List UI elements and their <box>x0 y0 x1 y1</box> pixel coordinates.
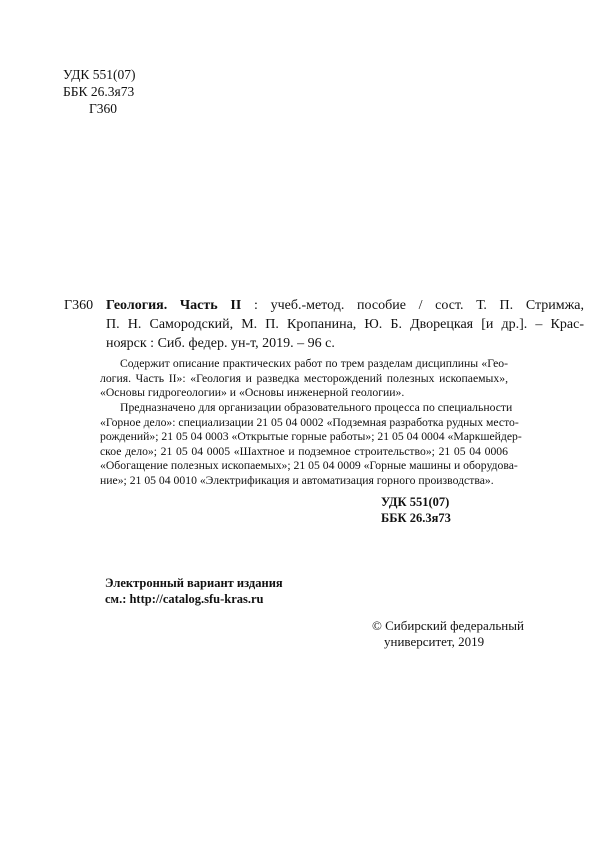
annotation-line: ние»; 21 05 04 0010 «Электрификация и автоматизация горного производства». <box>100 473 494 487</box>
copyright-line-1: © Сибирский федеральный <box>372 618 524 633</box>
annotation-line: ское дело»; 21 05 04 0005 «Шахтное и подземное строительство»; 21 05 04 0006 <box>100 444 508 458</box>
annotation-line: «Обогащение полезных ископаемых»; 21 05 04 0009 «Горные машины и оборудова- <box>100 459 518 473</box>
annotation-line: «Основы гидрогеологии» и «Основы инженерной геологии». <box>100 386 405 400</box>
electronic-version <box>105 575 283 607</box>
classification-block <box>381 494 451 526</box>
catalog-line-3: ноярск : Сиб. федер. ун-т, 2019. – 96 с. <box>106 336 335 351</box>
header-bbk: ББК 26.3я73 <box>63 84 135 99</box>
catalog-line-1-rest: : учеб.-метод. пособие / сост. Т. П. Стримжа, <box>253 298 585 313</box>
annotation-line: рождений»; 21 05 04 0003 «Открытые горные работы»; 21 05 04 0004 «Маркшейдер- <box>100 430 522 444</box>
electronic-version-title: Электронный вариант издания <box>105 576 283 590</box>
electronic-version-link: см.: http://catalog.sfu-kras.ru <box>105 592 264 606</box>
annotation-line: «Горное дело»: специализации 21 05 04 0002 «Подземная разработка рудных место- <box>100 415 519 429</box>
annotation-line: Предназначено для организации образовательного процесса по специальности <box>120 401 513 414</box>
catalog-line-1 <box>106 296 584 315</box>
catalog-code: Г360 <box>64 298 94 313</box>
classification-udk: УДК 551(07) <box>381 495 450 509</box>
copyright-line-2: университет, 2019 <box>384 634 485 649</box>
annotation-paragraph-2 <box>100 401 522 489</box>
catalog-title: Геология. Часть II <box>106 298 242 313</box>
header-codes <box>63 66 136 117</box>
annotation-line: Содержит описание практических работ по трем разделам дисциплины «Гео- <box>120 357 508 370</box>
header-author-code: Г360 <box>89 101 118 116</box>
catalog-line-2: П. Н. Самородский, М. П. Кропанина, Ю. Б. Дворецкая [и др.]. – Крас- <box>106 317 584 332</box>
header-udk: УДК 551(07) <box>63 67 136 82</box>
copyright-block <box>372 618 524 650</box>
annotation-line: логия. Часть II»: «Геология и разведка месторождений полезных ископаемых», <box>100 371 508 385</box>
annotation-paragraph-1 <box>100 357 508 401</box>
classification-bbk: ББК 26.3я73 <box>381 511 451 525</box>
